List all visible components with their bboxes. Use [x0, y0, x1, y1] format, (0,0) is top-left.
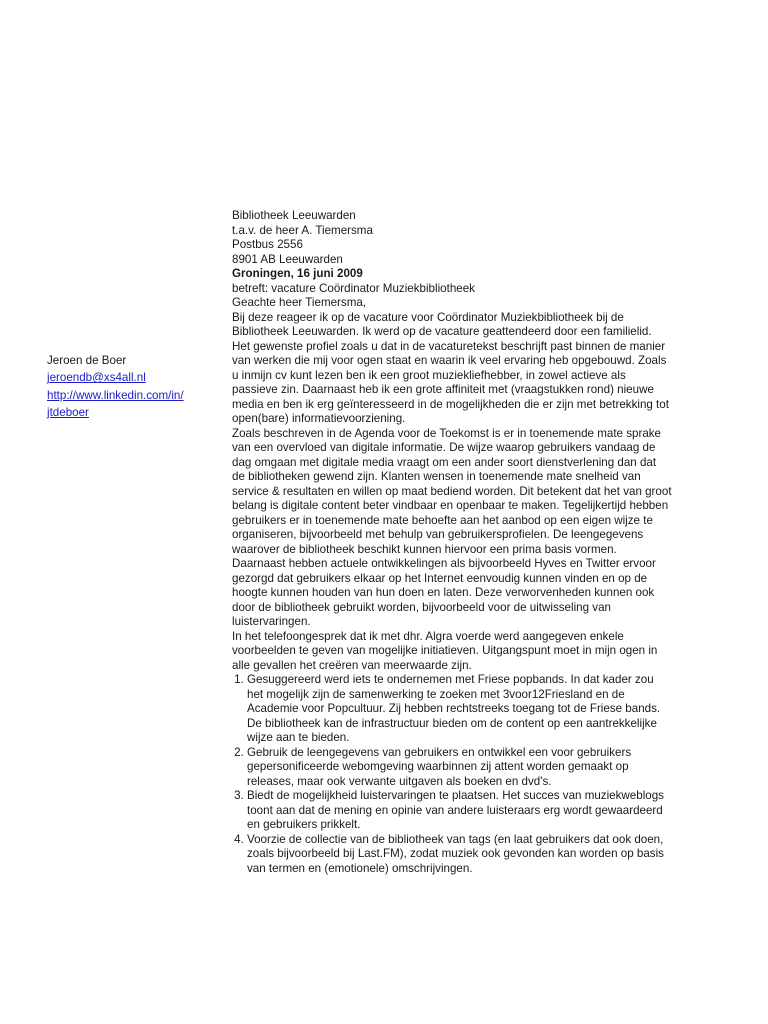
list-item: 3. Biedt de mogelijkheid luistervaringen te plaatsen. Het succes van muziekweblogs toont aan dat de mening en opinie van andere luisteraars erg wordt gewaardeerd en gebruikers prikkelt.	[247, 789, 672, 833]
place-date-line: Groningen, 16 juni 2009	[232, 267, 363, 280]
salutation: Geachte heer Tiemersma,	[232, 296, 367, 309]
address-line: t.a.v. de heer A. Tiemersma	[232, 223, 373, 237]
address-line: 8901 AB Leeuwarden	[232, 252, 343, 266]
list-item: 2. Gebruik de leengegevens van gebruikers en ontwikkel een voor gebruikers gepersonificeerde webomgeving waarbinnen zij attent worden gemaakt op releases, maar ook verwante uitgaven als boeken en dvd's.	[247, 746, 672, 790]
address-line: Bibliotheek Leeuwarden	[232, 209, 356, 222]
sender-contact-block	[47, 352, 212, 422]
paragraph: Daarnaast hebben actuele ontwikkelingen als bijvoorbeeld Hyves en Twitter ervoor gezorgd dat gebruikers elkaar op het Internet eenvoudig kunnen vinden en op de hoogte kunnen houden van hun doen en laten. Deze verworvenheden kunnen ook door de bibliotheek gebruikt worden, bijvoorbeeld voor de uitwisseling van luistervaringen.	[232, 557, 656, 628]
recipient-address	[232, 209, 672, 267]
paragraph: In het telefoongesprek dat ik met dhr. Algra voerde werd aangegeven enkele voorbeelden te geven van mogelijke initiatieven. Uitgangspunt moet in mijn ogen in alle gevallen het creëren van meerwaarde zijn.	[232, 629, 658, 672]
paragraph: Bij deze reageer ik op de vacature voor Coördinator Muziekbibliotheek bij de Bibliotheek Leeuwarden. Ik werd op de vacature geattendeerd door een familielid.	[232, 310, 652, 338]
initiatives-list	[232, 673, 672, 876]
sender-linkedin-link-line2[interactable]: jtdeboer	[47, 406, 89, 420]
sender-name: Jeroen de Boer	[47, 354, 127, 367]
list-item: 1. Gesuggereerd werd iets te ondernemen met Friese popbands. In dat kader zou het mogelijk zijn de samenwerking te zoeken met 3voor12Friesland en de Academie voor Popcultuur. Zij hebben rechtstreeks toegang tot de Friese bands. De bibliotheek kan de infrastructuur bieden om de content op een aantrekkelijke wijze aan te bieden.	[247, 673, 672, 746]
sender-email-link[interactable]: jeroendb@xs4all.nl	[47, 371, 146, 385]
paragraph: Zoals beschreven in de Agenda voor de Toekomst is er in toenemende mate sprake van een overvloed van digitale informatie. De wijze waarop gebruikers vandaag de dag omgaan met digitale media vraagt om een ander soort dienstverlening dan dat de bibliotheken gewend zijn. Klanten wensen in toenemende mate snelheid van service & resultaten en willen op maat bediend worden. Dit betekent dat het van groot belang is digitale content beter vindbaar en openbaar te maken. Tegelijkertijd hebben gebruikers er in toenemende mate behoefte aan het aanbod op een eigen wijze te organiseren, bijvoorbeeld met behulp van gebruikersprofielen. De leengegevens waarover de bibliotheek beschikt kunnen hiervoor een prima basis vormen.	[232, 426, 672, 556]
subject-line: betreft: vacature Coördinator Muziekbibliotheek	[232, 281, 475, 295]
paragraph: Het gewenste profiel zoals u dat in de vacaturetekst beschrijft past binnen de manier van werken die mij voor ogen staat en waarin ik veel ervaring heb opgebouwd. Zoals u inmijn cv kunt lezen ben ik een groot muziekliefhebber, in zowel actieve als passieve zin. Daarnaast heb ik een grote affiniteit met (vraagstukken rond) nieuwe media en ben ik erg geïnteresseerd in de mogelijkheden die er zijn met betrekking tot open(bare) informatievoorziening.	[232, 339, 669, 425]
list-item: 4. Voorzie de collectie van de bibliotheek van tags (en laat gebruikers dat ook doen, zoals bijvoorbeeld bij Last.FM), zodat muziek ook gevonden kan worden op basis van termen en (emotionele) omschrijvingen.	[247, 833, 672, 877]
letter-body	[232, 209, 672, 876]
address-line: Postbus 2556	[232, 238, 303, 251]
sender-linkedin-link-line1[interactable]: http://www.linkedin.com/in/	[47, 388, 184, 402]
